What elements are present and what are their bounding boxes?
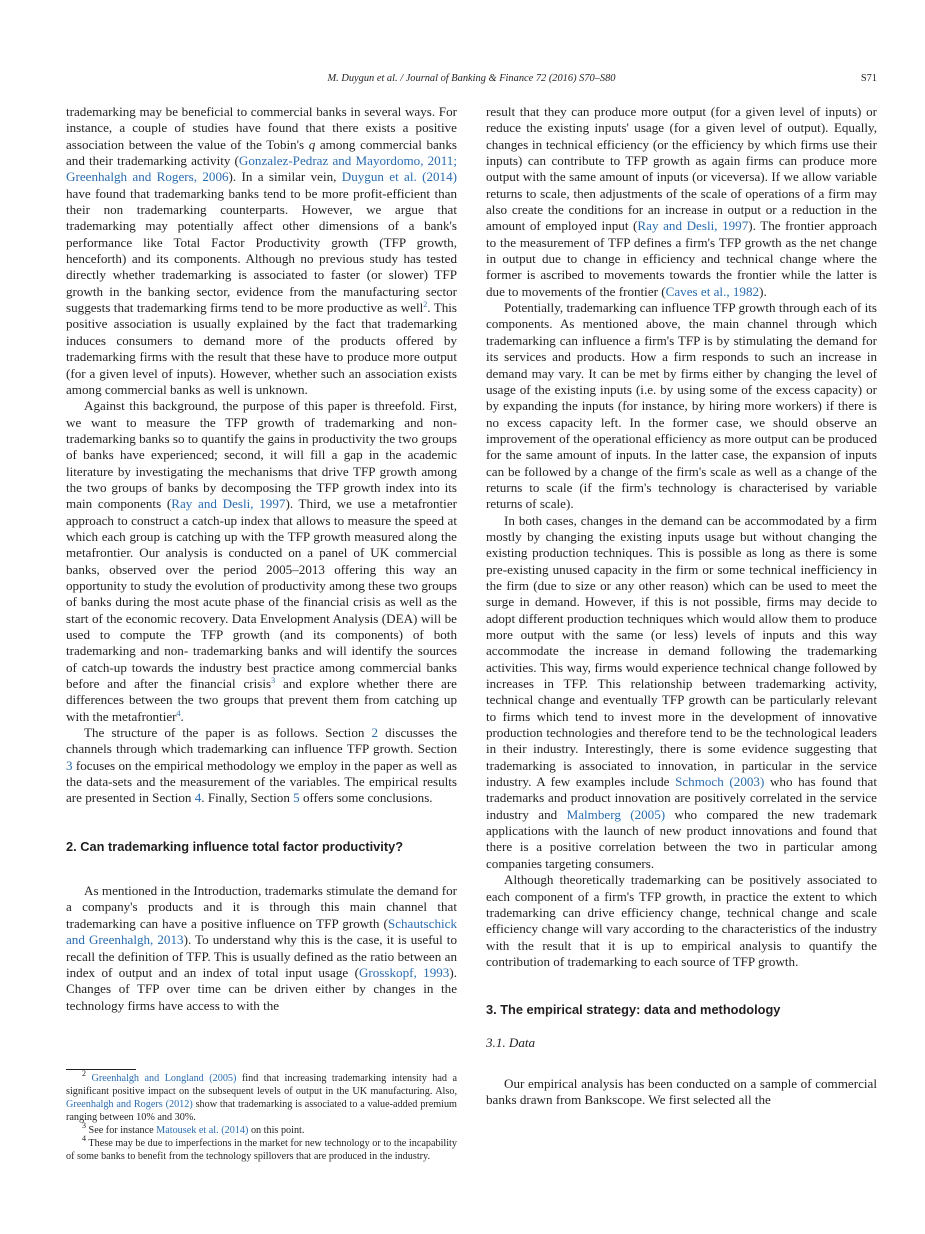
citation-link[interactable]: Malmberg (2005) (566, 806, 666, 822)
citation-link[interactable]: Matousek et al. (2014) (156, 1125, 249, 1136)
footnotes (66, 1069, 457, 1163)
footnote: $^4$ These may be due to imperfections in the market for new technology or to the incapability of some banks to benefit from the technology spillovers that are produced in the industry. (66, 1134, 457, 1162)
paragraph: The structure of the paper is as follows. Section 2 discusses the channels through which trademarking can influence TFP growth. Section 3 focuses on the empirical methodology we employ in the paper as well as the data-sets and the measurement of the variables. The empirical results are presented in Section 4. Finally, Section 5 offers some conclusions. (66, 725, 458, 806)
paragraph: result that they can produce more output (for a given level of inputs) or reduce the existing inputs' usage (for a given level of output). Equally, changes in technical efficiency (or the efficiency by which firms use their inputs) can contribute to TFP growth as again firms can produce more output with the same amount of inputs (or viceversa). If we allow variable returns to scale, then adjustments of the scale of operations of a firm may also create the conditions for an increase in output or a reduction in the amount of employed input (Ray and Desli, 1997). The frontier approach to the measurement of TFP defines a firm's TFP growth as the net change in output due to change in efficiency and technical change where the former is ascribed to movements towards the frontier while the latter is due to movements of the frontier (Caves et al., 1982). (486, 104, 878, 299)
paragraph: Against this background, the purpose of this paper is threefold. First, we want to measure the TFP growth of trademarking and non-trademarking banks so to quantify the gains in productivity the two groups of banks have experienced; second, it will fill a gap in the academic literature by investigating the mechanisms that drive TFP growth among the two groups of banks by decomposing the TFP growth index into its main components (Ray and Desli, 1997). Third, we use a metafrontier approach to construct a catch-up index that allows to measure the speed at which each group is catching up with the TFP growth measured along the metafrontier. Our analysis is conducted on a panel of UK commercial banks, observed over the period 2005–2013 offering this way an opportunity to study the evolution of productivity among these two groups of banks during the most acute phase of the financial crisis as well as the start of the economic recovery. Data Envelopment Analysis (DEA) will be used to compute the TFP growth (and its components) of both trademarking and non- trademarking banks and will identify the sources of catch-up towards the industry best practice among commercial banks before and after the financial crisis$^3$ and explore whether there are differences between the two groups that prevent them from catching up with the metafrontier$^4$. (66, 398, 457, 724)
citation-link[interactable]: Ray and Desli, 1997 (171, 496, 286, 512)
footnote: $^3$ See for instance Matousek et al. (2014) on this point. (82, 1121, 305, 1136)
section-link[interactable]: 3 (66, 757, 73, 773)
citation-link[interactable]: Duygun et al. (2014) (341, 169, 458, 185)
section-heading: 2. Can trademarking influence total factor productivity? (66, 838, 404, 854)
section-link[interactable]: 2 (371, 725, 379, 741)
citation-link[interactable]: Schmoch (2003) (675, 774, 765, 790)
citation-link[interactable]: Greenhalgh and Longland (2005) (91, 1073, 237, 1084)
paragraph: trademarking may be beneficial to commercial banks in several ways. For instance, a couple of studies have found that there exists a positive association between the value of the Tobin's q among commercial banks and their trademarking activity (Gonzalez-Pedraz and Mayordomo, 2011; Greenhalgh and Rogers, 2006). In a similar vein, Duygun et al. (2014) have found that trademarking banks tend to be more profit-efficient than their non trademarking counterparts. However, we argue that trademarking may potentially affect other dimensions of a bank's performance like Total Factor Productivity growth (TFP growth, henceforth) and its components. Although no previous study has tested directly whether trademarking is associated to faster (or slower) TFP growth in the banking sector, evidence from the manufacturing sector suggests that trademarking firms tend to be more productive as well$^2$. This positive association is usually explained by the fact that trademarking induces consumers to demand more of the products offered by trademarking firms with the result that these have to produce more output (for a given level of inputs). However, whether such an association exists among commercial banks as well is unknown. (66, 104, 458, 397)
footnote: $^2$ Greenhalgh and Longland (2005) find that increasing trademarking intensity had a significant positive impact on the subsequent levels of output in the UK manufacturing. Also, Greenhalgh and Rogers (2012) show that trademarking is associated to a value-added premium ranging between 10% and 30%. (66, 1069, 458, 1123)
section-link[interactable]: 4 (194, 790, 202, 806)
footnote-ref[interactable]: 2 (423, 300, 428, 310)
footnote-ref[interactable]: 4 (176, 708, 181, 718)
paragraph: Although theoretically trademarking can be positively associated to each component of a firm's TFP growth, in practice the extent to which trademarking can drive efficiency change, technical change and scale efficiency change will vary according to the characteristics of the industry with the result that it is up to empirical analysis to quantify the contribution of trademarking to each source of TFP growth. (486, 872, 877, 969)
section-link[interactable]: 5 (293, 790, 300, 806)
journal-citation: M. Duygun et al. / Journal of Banking & Finance 72 (2016) S70–S80 (327, 73, 616, 84)
citation-link[interactable]: Schautschick and Greenhalgh, 2013 (66, 915, 457, 948)
footnote-rule (66, 1069, 136, 1070)
paragraph: In both cases, changes in the demand can be accommodated by a firm mostly by changing the existing inputs usage but without changing the existing production techniques. This is possible as long as there is some pre-existing unused capacity in the firm or some technical inefficiency in the firm (due to size or any other reason) which can be used to meet the surge in demand. However, if this is not possible, firms may decide to adopt different production techniques which would allow them to produce more output with the same (or less) levels of inputs and this way accommodate the increase in demand following the trademarking activities. This way, firms would experience technical change followed by increases in TFP. This relationship between trademarking activity, technical change and eventually TFP growth can be particularly relevant to firms which tend to invest more in the development of innovative production technologies and therefore tend to be the technological leaders in their industry. Interestingly, there is some evidence suggesting that trademarking is associated to innovation, in particular in the service industry. A few examples include Schmoch (2003) who has found that trademarks and product innovation are positively correlated in the service industry and Malmberg (2005) who compared the new trademark applications with the launch of new product innovations and found that there is a positive correlation between the two in particular among companies targeting consumers. (486, 512, 878, 871)
footnote-ref[interactable]: 3 (271, 676, 276, 686)
citation-link[interactable]: Greenhalgh and Rogers (2012) (66, 1099, 193, 1110)
citation-link[interactable]: Gonzalez-Pedraz and Mayordomo, 2011; Greenhalgh and Rogers, 2006 (66, 153, 457, 185)
subsection-heading: 3.1. Data (486, 1034, 536, 1050)
citation-link[interactable]: Ray and Desli, 1997 (637, 218, 749, 234)
right-column (486, 104, 877, 1109)
citation-link[interactable]: Grosskopf, 1993 (358, 964, 450, 980)
left-column (66, 104, 457, 1014)
citation-link[interactable]: Caves et al., 1982 (665, 283, 760, 299)
paragraph: Potentially, trademarking can influence TFP growth through each of its components. As mentioned above, the main channel through which trademarking can influence a firm's TFP is by stimulating the demand for its services and products. How a firm responds to such an increase in demand may vary. It can be met by firms either by changing the level of usage of the existing inputs (i.e. by using some of the excess capacity) or by expanding the inputs (for instance, by hiring more workers) if there is no excess capacity left. In the former case, we should observe an improvement of the operational efficiency as more output can be produced for the same amount of inputs. In the latter case, the expansion of inputs can be followed by a change of the firm's scale as well as a change of the returns to scale (if the firm's technology is characterised by variable returns of scale). (486, 300, 877, 512)
section-heading: 3. The empirical strategy: data and methodology (486, 1002, 781, 1018)
paragraph: Our empirical analysis has been conducted on a sample of commercial banks drawn from Bankscope. We first selected all the (486, 1075, 877, 1108)
paragraph: As mentioned in the Introduction, trademarks stimulate the demand for a company's products and it is through this main channel that trademarking can have a positive influence on TFP growth (Schautschick and Greenhalgh, 2013). To understand why this is the case, it is useful to recall the definition of TFP. This is usually defined as the ratio between an index of output and an index of total input usage (Grosskopf, 1993). Changes of TFP over time can be driven either by changes in the technology firms have access to with the (66, 883, 457, 1013)
page-number: S71 (860, 73, 877, 84)
